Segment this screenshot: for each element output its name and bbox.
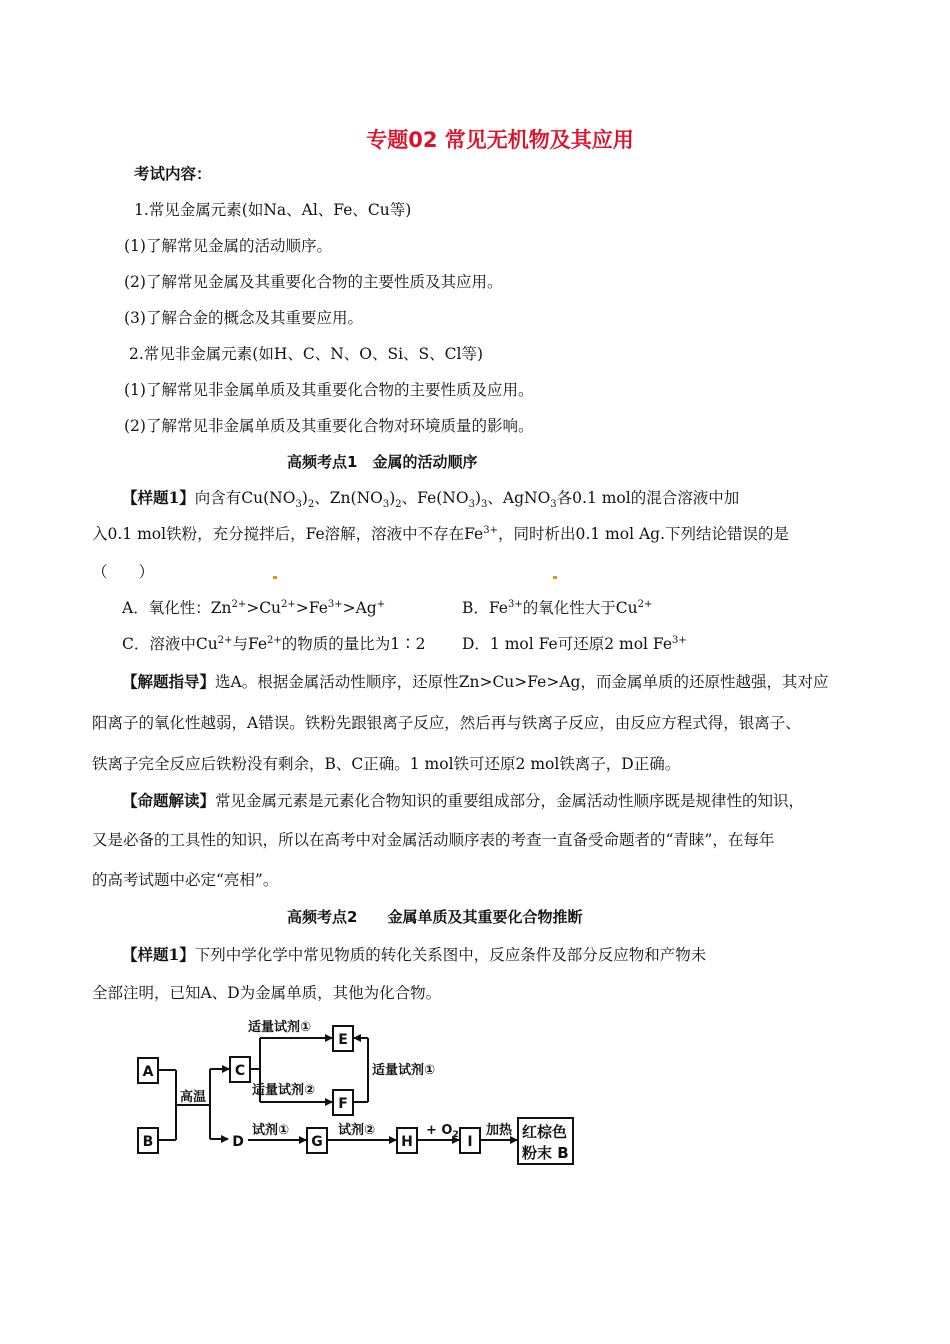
product-line1: 红棕色: [522, 1123, 568, 1141]
exam-content-label: 考试内容：: [134, 164, 212, 183]
label-reagent1-right: 适量试剂①: [372, 1063, 436, 1078]
node-h-label: H: [401, 1134, 413, 1150]
label-reagent2-mid: 适量试剂②: [252, 1083, 316, 1098]
label-reagent1-dg: 试剂①: [252, 1123, 290, 1138]
opt-text: 的氧化性大于Cu: [522, 599, 638, 617]
comment-line2: 又是必备的工具性的知识，所以在高考中对金属活动顺序表的考查一直备受命题者的“青睐”，在每年: [92, 831, 775, 849]
label-high-temp: 高温: [180, 1090, 207, 1105]
opt-text: 与Fe: [232, 635, 268, 653]
q-text: 各0.1 mol的混合溶液中加: [556, 489, 740, 507]
q-text: ): [389, 489, 396, 507]
q-text: ): [301, 489, 308, 507]
metals-item-3: (3)了解合金的概念及其重要应用。: [124, 309, 363, 327]
node-f-label: F: [338, 1096, 348, 1112]
page-title: 专题02 常见无机物及其应用: [366, 128, 634, 152]
q-sub: 3: [550, 499, 557, 511]
q-text: 向含有Cu(NO: [194, 489, 296, 507]
opt-sup: 2+: [281, 598, 296, 610]
sample-label: 【样题1】: [122, 945, 195, 964]
q-text: 、Fe(NO: [401, 489, 469, 507]
q-sub: 3: [481, 499, 488, 511]
metals-heading: 1.常见金属元素(如Na、Al、Fe、Cu等): [134, 201, 412, 219]
opt-sup: 2+: [217, 634, 233, 646]
opt-sup: 2+: [231, 598, 247, 610]
product-line2: 粉末 B: [522, 1144, 569, 1162]
label-reagent1-top: 适量试剂①: [248, 1020, 312, 1035]
nonmetals-item-2: (2)了解常见非金属单质及其重要化合物对环境质量的影响。: [124, 417, 534, 435]
answer-line2: 阳离子的氧化性越弱，A错误。铁粉先跟银离子反应，然后再与铁离子反应，由反应方程式得，银离子、: [92, 714, 801, 732]
answer-label: 【解题指导】: [122, 672, 216, 691]
opt-text: >Ag: [342, 599, 377, 617]
opt-text: B．Fe: [462, 599, 508, 617]
opt-text: >Fe: [295, 599, 328, 617]
opt-text: D．1 mol Fe可还原2 mol Fe: [462, 635, 672, 653]
q-text: 入0.1 mol铁粉，充分搅拌后，Fe溶解，溶液中不存在Fe: [92, 525, 484, 543]
q-sub: 2: [395, 499, 402, 511]
node-b-label: B: [142, 1134, 154, 1150]
comment-label: 【命题解读】: [122, 791, 216, 810]
q-text: 、Zn(NO: [314, 489, 383, 507]
q-text: 、AgNO: [487, 489, 551, 507]
label-heat: 加热: [486, 1123, 513, 1138]
q-sup: 3+: [483, 524, 498, 536]
node-e-label: E: [338, 1032, 348, 1048]
comment-text: 常见金属元素是元素化合物知识的重要组成部分，金属活动性顺序既是规律性的知识，: [215, 792, 805, 810]
q-text: 下列中学化学中常见物质的转化关系图中，反应条件及部分反应物和产物未: [194, 946, 707, 964]
metals-item-1: (1)了解常见金属的活动顺序。: [124, 237, 332, 255]
opt-text: C．溶液中Cu: [122, 635, 218, 653]
opt-sup: 2+: [267, 634, 282, 646]
answer-line3: 铁离子完全反应后铁粉没有剩余，B、C正确。1 mol铁可还原2 mol铁离子，D正确。: [92, 755, 681, 773]
node-c-label: C: [234, 1063, 246, 1079]
sample-label: 【样题1】: [122, 488, 195, 507]
q-text: ): [474, 489, 482, 507]
node-i-label: I: [467, 1134, 473, 1150]
opt-sup: 2+: [637, 598, 653, 610]
q-sub: 3: [295, 499, 302, 511]
point2-heading: 高频考点2 金属单质及其重要化合物推断: [287, 908, 583, 926]
nonmetals-item-1: (1)了解常见非金属单质及其重要化合物的主要性质及应用。: [124, 381, 534, 399]
q-sub: 2: [307, 499, 315, 511]
q-sub: 3: [468, 499, 475, 511]
comment-line3: 的高考试题中必定“亮相”。: [92, 871, 279, 889]
point1-question-line3: （ ）: [92, 563, 155, 581]
node-g-label: G: [311, 1134, 323, 1150]
point1-heading: 高频考点1 金属的活动顺序: [287, 453, 478, 471]
label-reagent2-gh: 试剂②: [338, 1123, 376, 1138]
opt-sup: 3+: [507, 598, 523, 610]
metals-item-2: (2)了解常见金属及其重要化合物的主要性质及其应用。: [124, 273, 503, 291]
opt-text: 的物质的量比为1∶2: [281, 635, 426, 653]
label-plus-o2: + $O_2$: [426, 1123, 459, 1140]
q-text: ，同时析出0.1 mol Ag.下列结论错误的是: [497, 525, 790, 543]
point2-question-line2: 全部注明，已知A、D为金属单质，其他为化合物。: [92, 984, 442, 1002]
opt-sup: 3+: [672, 634, 687, 646]
nonmetals-heading: 2.常见非金属元素(如H、C、N、O、Si、S、Cl等): [129, 345, 484, 363]
node-d-label: D: [232, 1134, 244, 1150]
node-a-label: A: [142, 1064, 154, 1080]
answer-text: 选A。根据金属活动性顺序，还原性Zn>Cu>Fe>Ag，而金属单质的还原性越强，其对应: [215, 673, 829, 691]
opt-sup: +: [376, 598, 386, 610]
q-sub: 3: [382, 499, 390, 511]
opt-sup: 3+: [327, 598, 343, 610]
opt-text: A．氧化性：Zn: [122, 599, 232, 617]
opt-text: >Cu: [246, 599, 282, 617]
